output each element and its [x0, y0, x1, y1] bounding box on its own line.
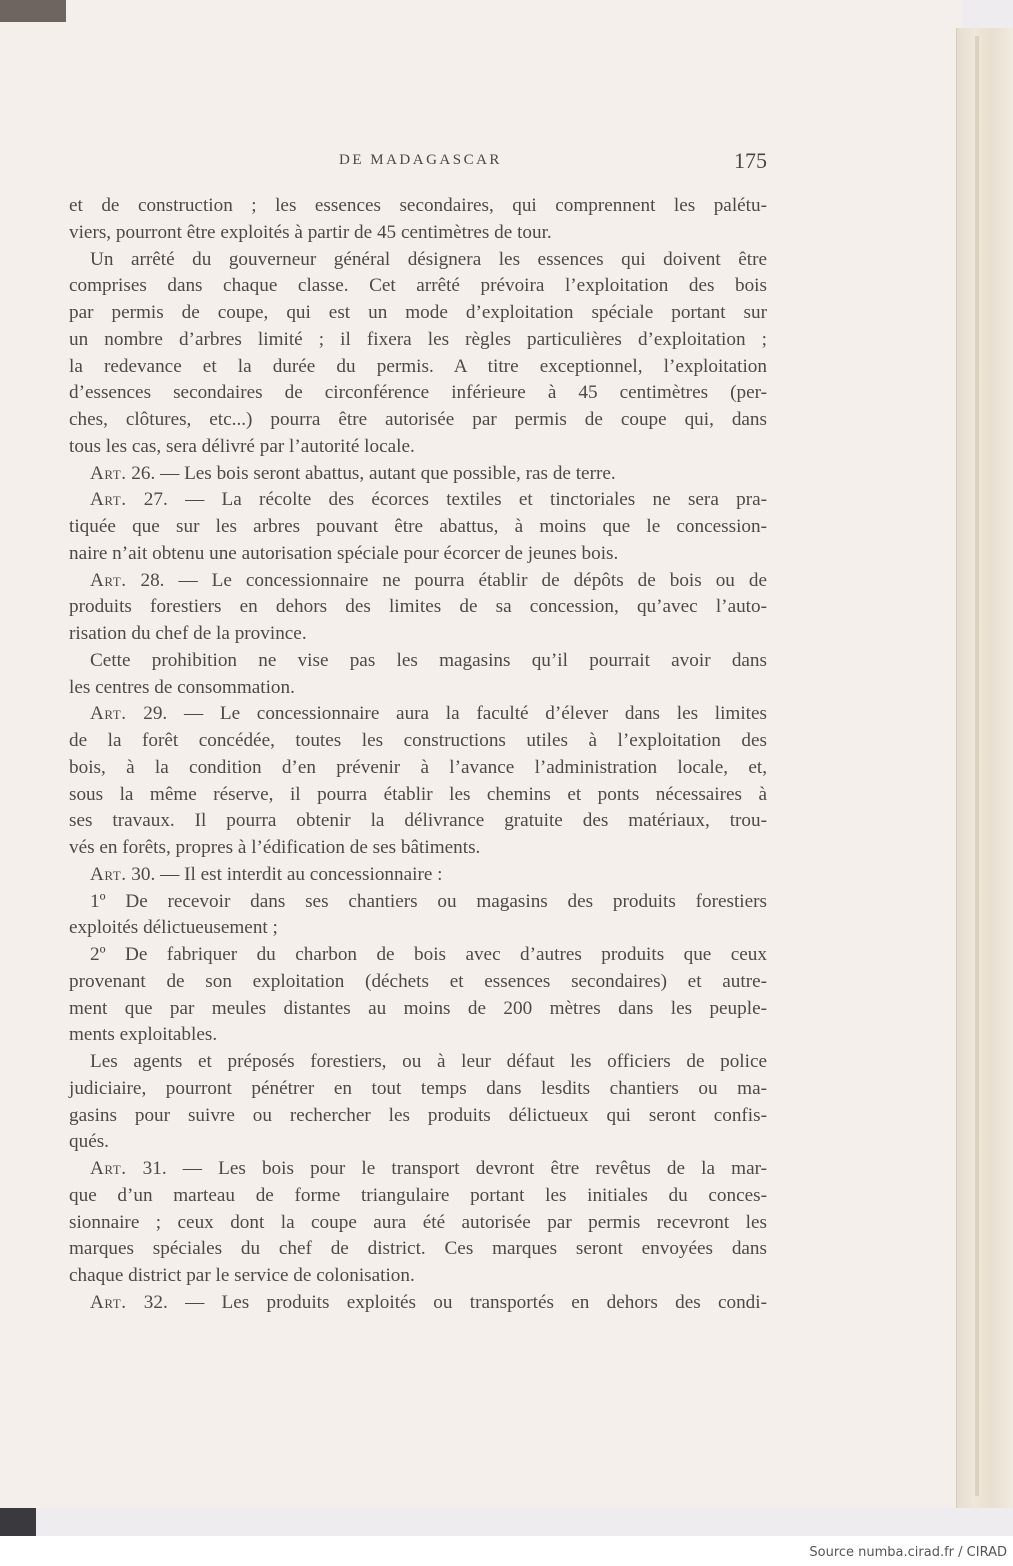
text-line [69, 461, 767, 488]
text-line [69, 1183, 767, 1210]
text-line [69, 541, 767, 568]
line-text: et de construction ; les essences secondaires, qui comprennent les palétu- [69, 195, 767, 216]
text-line [69, 487, 767, 514]
running-head-title: DE MADAGASCAR [339, 152, 502, 168]
line-text: qués. [69, 1131, 109, 1153]
article-label: Art. [90, 1158, 127, 1179]
page-number: 175 [734, 148, 767, 173]
text-line [69, 247, 767, 274]
line-text: bois, à la condition d’en prévenir à l’avance l’administration locale, et, [69, 756, 767, 778]
text-line [69, 808, 767, 835]
text-line [69, 621, 767, 648]
line-text: que d’un marteau de forme triangulaire portant les initiales du conces- [69, 1184, 767, 1206]
text-line [69, 1290, 767, 1317]
line-text: tous les cas, sera délivré par l’autorité locale. [69, 435, 415, 457]
line-text: gasins pour suivre ou rechercher les produits délictueux qui seront confis- [69, 1104, 767, 1126]
line-text: Cette prohibition ne vise pas les magasins qu’il pourrait avoir dans [90, 649, 767, 671]
scan-corner [0, 0, 66, 22]
text-line [69, 942, 767, 969]
line-text: comprises dans chaque classe. Cet arrêté prévoira l’exploitation des bois [69, 275, 767, 297]
text-line [69, 193, 767, 220]
line-text: tiquée que sur les arbres pouvant être abattus, à moins que le concession- [69, 516, 767, 537]
line-text: 29. — Le concessionnaire aura la faculté d’élever dans les limites [143, 703, 768, 725]
text-line [69, 728, 767, 755]
line-text: 31. — Les bois pour le transport devront être revêtus de la mar- [142, 1158, 768, 1179]
text-line [69, 1210, 767, 1237]
line-text: viers, pourront être exploités à partir de 45 centimètres de tour. [69, 221, 552, 243]
text-line [69, 862, 767, 889]
line-text: 30. — Il est interdit au concessionnaire : [131, 863, 443, 885]
text-line [69, 782, 767, 809]
line-text: d’essences secondaires de circonférence inférieure à 45 centimètres (per- [69, 382, 767, 404]
text-line [69, 755, 767, 782]
text-line [69, 354, 767, 381]
line-text: la redevance et la durée du permis. A titre exceptionnel, l’exploitation [69, 355, 767, 377]
line-text: 2º De fabriquer du charbon de bois avec d’autres produits que ceux [90, 944, 767, 965]
line-text: 32. — Les produits exploités ou transportés en dehors des condi- [143, 1291, 768, 1313]
text-line [69, 996, 767, 1023]
text-line [69, 514, 767, 541]
book-page-edges [975, 36, 979, 1496]
line-text: vés en forêts, propres à l’édification de ses bâtiments. [69, 837, 481, 858]
text-line [69, 1263, 767, 1290]
text-line [69, 220, 767, 247]
article-label: Art. [90, 569, 127, 591]
line-text: produits forestiers en dehors des limites de sa concession, qu’avec l’auto- [69, 596, 767, 618]
running-head [69, 150, 767, 176]
text-line [69, 648, 767, 675]
article-label: Art. [90, 489, 127, 511]
text-line [69, 1156, 767, 1183]
line-text: sionnaire ; ceux dont la coupe aura été autorisée par permis recevront les [69, 1211, 767, 1233]
article-label: Art. [90, 1291, 127, 1313]
line-text: ses travaux. Il pourra obtenir la délivrance gratuite des matériaux, trou- [69, 810, 767, 832]
line-text: sous la même réserve, il pourra établir les chemins et ponts nécessaires à [69, 783, 767, 805]
text-line [69, 273, 767, 300]
text-line [69, 701, 767, 728]
line-text: 1º De recevoir dans ses chantiers ou magasins des produits forestiers [90, 890, 767, 912]
scan-corner [0, 1508, 36, 1536]
line-text: de la forêt concédée, toutes les constructions utiles à l’exploitation des [69, 730, 767, 751]
text-line [69, 1103, 767, 1130]
article-label: Art. [90, 863, 127, 885]
text-line [69, 594, 767, 621]
line-text: naire n’ait obtenu une autorisation spéciale pour écorcer de jeunes bois. [69, 542, 619, 564]
text-line [69, 1236, 767, 1263]
text-line [69, 675, 767, 702]
text-line [69, 380, 767, 407]
line-text: les centres de consommation. [69, 676, 295, 698]
text-line [69, 300, 767, 327]
text-line [69, 568, 767, 595]
line-text: Les agents et préposés forestiers, ou à leur défaut les officiers de police [90, 1051, 767, 1072]
article-label: Art. [90, 703, 127, 725]
line-text: chaque district par le service de colonisation. [69, 1265, 415, 1286]
line-text: judiciaire, pourront pénétrer en tout temps dans lesdits chantiers ou ma- [69, 1077, 767, 1099]
body-text [69, 193, 767, 1317]
text-line [69, 327, 767, 354]
text-line [69, 969, 767, 996]
line-text: ment que par meules distantes au moins de 200 mètres dans les peuple- [69, 997, 767, 1019]
line-text: par permis de coupe, qui est un mode d’exploitation spéciale portant sur [69, 302, 767, 323]
text-line [69, 1129, 767, 1156]
line-text: 27. — La récolte des écorces textiles et tinctoriales ne sera pra- [143, 489, 768, 511]
line-text: provenant de son exploitation (déchets et essences secondaires) et autre- [69, 970, 767, 992]
line-text: risation du chef de la province. [69, 623, 307, 644]
line-text: ches, clôtures, etc...) pourra être autorisée par permis de coupe qui, dans [69, 409, 767, 430]
text-line [69, 915, 767, 942]
text-line [69, 1049, 767, 1076]
text-line [69, 835, 767, 862]
source-credit: Source numba.cirad.fr / CIRAD [809, 1545, 1007, 1560]
line-text: 26. — Les bois seront abattus, autant que possible, ras de terre. [131, 462, 616, 484]
line-text: un nombre d’arbres limité ; il fixera les règles particulières d’exploitation ; [69, 328, 767, 350]
text-line [69, 1076, 767, 1103]
text-line [69, 434, 767, 461]
text-line [69, 889, 767, 916]
book-page-edges [956, 28, 1013, 1508]
line-text: exploités délictueusement ; [69, 917, 278, 939]
line-text: ments exploitables. [69, 1024, 218, 1046]
text-line [69, 1022, 767, 1049]
line-text: marques spéciales du chef de district. Ces marques seront envoyées dans [69, 1238, 767, 1260]
article-label: Art. [90, 462, 127, 484]
line-text: Un arrêté du gouverneur général désignera les essences qui doivent être [90, 248, 767, 270]
line-text: 28. — Le concessionnaire ne pourra établir de dépôts de bois ou de [140, 569, 767, 591]
text-line [69, 407, 767, 434]
